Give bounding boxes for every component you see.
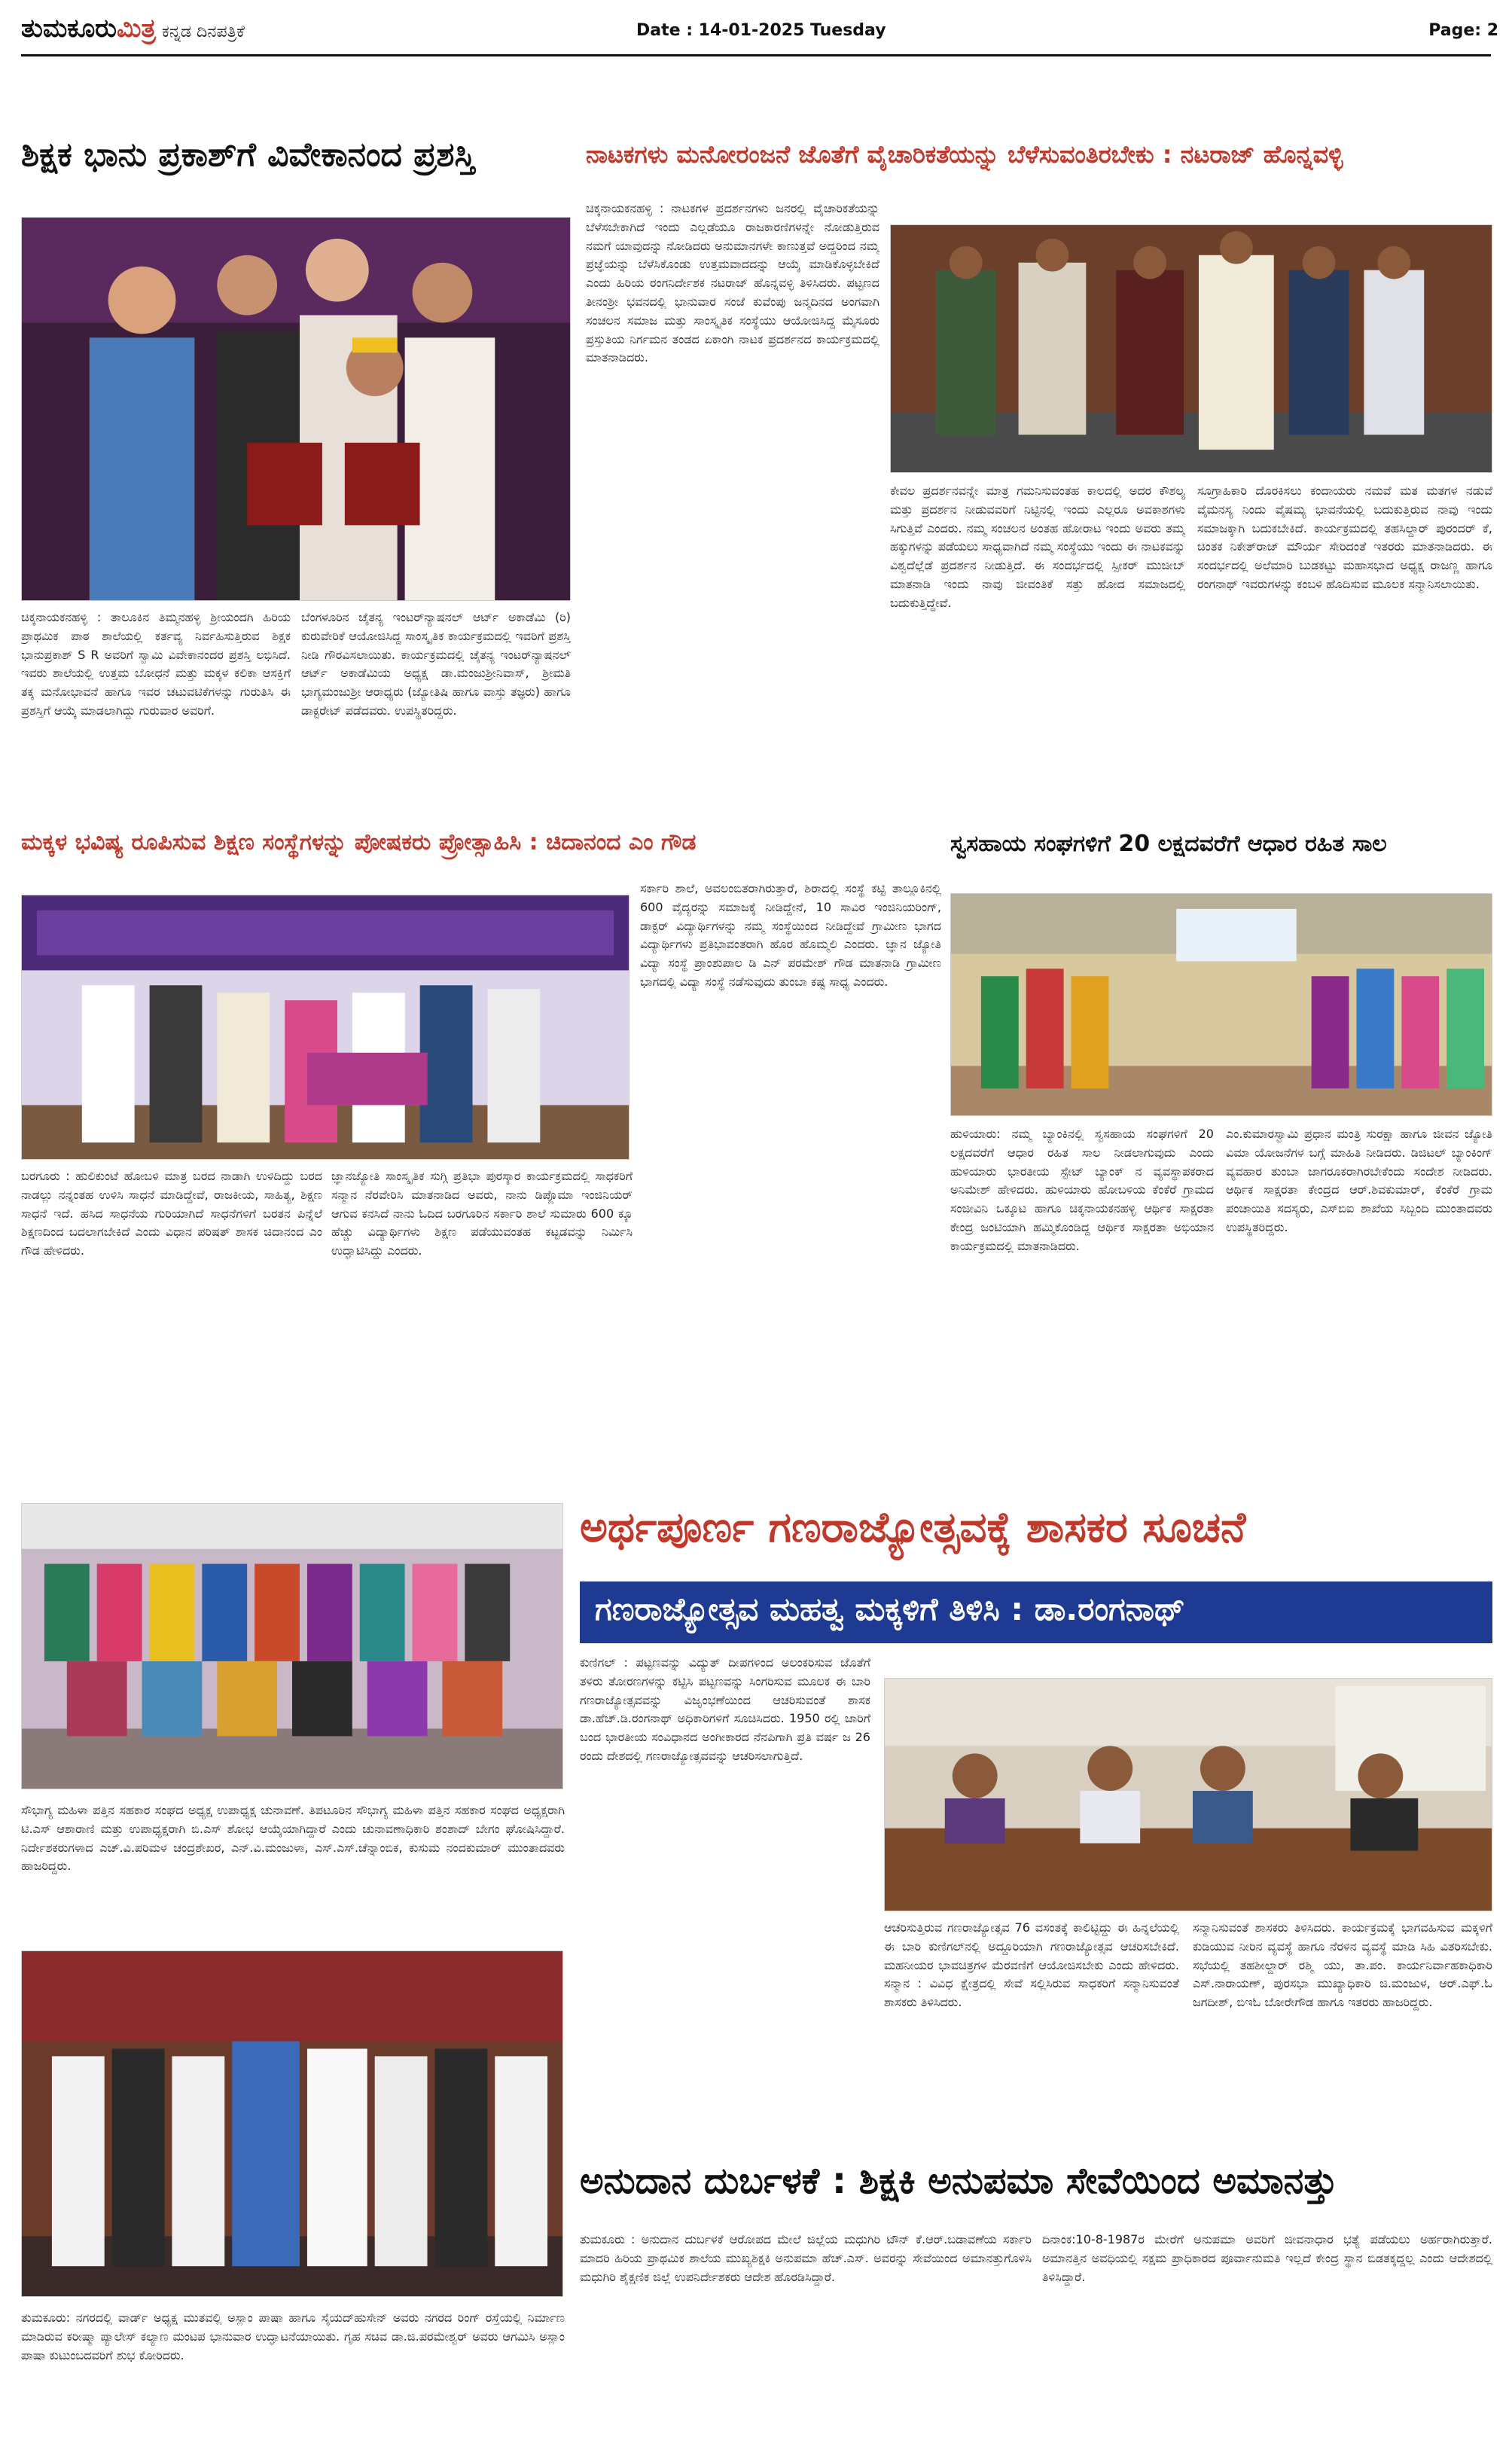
photo-shg-meeting <box>950 893 1492 1116</box>
article-grant-col1: ತುಮಕೂರು : ಅನುದಾನ ದುರ್ಬಳಕೆ ಆರೋಪದ ಮೇಲೆ ಜಿಲ್ಲೆಯ ಮಧುಗಿರಿ ಟೌನ್ ಕೆ.ಆರ್.ಬಡಾವಣೆಯ ಸರ್ಕಾರಿ ಮಾದರಿ ಹಿರಿಯ ಪ್ರಾಥಮಿಕ ಶಾಲೆಯ ಮುಖ್ಯಶಿಕ್ಷಕಿ ಅನುಪಮಾ ಹೆಚ್.ಎಸ್. ಅವರನ್ನು ಸೇವೆಯಿಂದ ಅಮಾನತ್ತುಗೊಳಿಸಿ ಮಧುಗಿರಿ ಶೈಕ್ಷಣಿಕ ಜಿಲ್ಲೆ ಉಪನಿರ್ದೇಶಕರು ಆದೇಶ ಹೊರಡಿಸಿದ್ದಾರೆ. <box>580 2232 1032 2284</box>
article-drama-col2: ಕೇವಲ ಪ್ರದರ್ಶನವನ್ನೇ ಮಾತ್ರ ಗಮನಿಸುವಂತಹ ಕಾಲದಲ್ಲಿ ಅದರ ಕೌಶಲ್ಯ ಮತ್ತು ಪ್ರದರ್ಶನ ನೀಡುವವರಿಗೆ ನಿಟ್ಟಿನಲ್ಲಿ ಇಂದು ಎಲ್ಲರೂ ಅವಕಾಶಗಳು ಸಿಗುತ್ತಿವೆ ಎಂದರು. ನಮ್ಮ ಸಂಚಲನ ಅಂತಹ ಹೋರಾಟ ಇಂದು ಅವರು ತಮ್ಮ ಹಕ್ಕುಗಳನ್ನು ಪಡೆಯಲು ಸಾಧ್ಯವಾಗಿದೆ ನಮ್ಮ ಸಂಸ್ಥೆಯು ಇಂದು ಈ ನಾಟಕವನ್ನು ವಿಶ್ವದೆಲ್ಲೆಡೆ ಪ್ರದರ್ಶನ ನೀಡುತ್ತಿದೆ. ಈ ಸಂದರ್ಭದಲ್ಲಿ ಸ್ಪೀಕರ್ ಮುಜೀಬ್ ಮಾತನಾಡಿ ಇಂದು ನಾವು ಜೀವಂತಿಕೆ ಸತ್ತು ಹೋದ ಸಮಾಜದಲ್ಲಿ ಬದುಕುತ್ತಿದ್ದೇವೆ. <box>890 483 1185 610</box>
article-teacher-award-col2: ಬೆಂಗಳೂರಿನ ಚೈತನ್ಯ ಇಂಟರ್‌ನ್ಯಾಷನಲ್ ಆರ್ಟ್ ಅಕಾಡೆಮಿ (ರಿ) ಕುರುವೇರಿಕೆ ಆಯೋಜಿಸಿದ್ದ ಸಾಂಸ್ಕೃತಿಕ ಕಾರ್ಯಕ್ರಮದಲ್ಲಿ ಇವರಿಗೆ ಪ್ರಶಸ್ತಿ ನೀಡಿ ಗೌರವಿಸಲಾಯಿತು. ಕಾರ್ಯಕ್ರಮದಲ್ಲಿ ಚೈತನ್ಯ ಇಂಟರ್‌ನ್ಯಾಷನಲ್ ಆರ್ಟ್ ಅಕಾಡೆಮಿಯ ಅಧ್ಯಕ್ಷ ಡಾ.ಮಂಜುಶ್ರೀನಿವಾಸ್, ಶ್ರೀಮತಿ ಭಾಗ್ಯಮಂಜುಶ್ರೀ ಆರಾಧ್ಯರು (ಜ್ಯೋತಿಷಿ ಹಾಗೂ ವಾಸ್ತು ತಜ್ಞರು) ಹಾಗೂ ಡಾಕ್ಟರೇಟ್ ಪಡೆದವರು. ಉಪಸ್ಥಿತರಿದ್ದರು. <box>301 610 571 718</box>
article-shg-col2: ಎಂ.ಕುಮಾರಸ್ವಾಮಿ ಪ್ರಧಾನ ಮಂತ್ರಿ ಸುರಕ್ಷಾ ಹಾಗೂ ಜೀವನ ಜ್ಯೋತಿ ವಿಮಾ ಯೋಜನೆಗಳ ಬಗ್ಗೆ ಮಾಹಿತಿ ನೀಡಿದರು. ಡಿಜಿಟಲ್ ಬ್ಯಾಂಕಿಂಗ್ ವ್ಯವಹಾರ ತುಂಬಾ ಜಾಗರೂಕರಾಗಿರಬೇಕೆಂದು ಸಂದೇಶ ನೀಡಿದರು. ಆರ್ಥಿಕ ಸಾಕ್ಷರತಾ ಕೇಂದ್ರದ ಆರ್.ಶಿವಕುಮಾರ್, ಕೆಂಕೆರೆ ಗ್ರಾಮ ಪಂಚಾಯಿತಿ ಸದಸ್ಯರು, ಎಸ್‌ಬಿಐ ಶಾಖೆಯ ಸಿಬ್ಬಂದಿ ಮುಂತಾದವರು ಉಪಸ್ಥಿತರಿದ್ದರು. <box>1226 1127 1492 1234</box>
logo-part2: ಮಿತ್ರ <box>116 14 156 44</box>
subheadline-republic-day: ಗಣರಾಜ್ಯೋತ್ಸವ ಮಹತ್ವ ಮಕ್ಕಳಿಗೆ ತಿಳಿಸಿ : ಡಾ.ರಂಗನಾಥ್ <box>595 1591 1185 1627</box>
headline-teacher-award: ಶಿಕ್ಷಕ ಭಾನು ಪ್ರಕಾಶ್‌ಗೆ ವಿವೇಕಾನಂದ ಪ್ರಶಸ್ತಿ <box>21 137 475 174</box>
headline-drama: ನಾಟಕಗಳು ಮನೋರಂಜನೆ ಜೊತೆಗೆ ವೈಚಾರಿಕತೆಯನ್ನು ಬೆಳೆಸುವಂತಿರಬೇಕು : ನಟರಾಜ್ ಹೊನ್ನವಳ್ಳಿ <box>586 142 1343 169</box>
caption-cooperative: ಸೌಭಾಗ್ಯ ಮಹಿಳಾ ಪತ್ತಿನ ಸಹಕಾರ ಸಂಘದ ಅಧ್ಯಕ್ಷ ಉಪಾಧ್ಯಕ್ಷ ಚುನಾವಣೆ. ತಿಪಟೂರಿನ ಸೌಭಾಗ್ಯ ಮಹಿಳಾ ಪತ್ತಿನ ಸಹಕಾರ ಸಂಘದ ಅಧ್ಯಕ್ಷರಾಗಿ ಟಿ.ಎಸ್ ಆಶಾರಾಣಿ ಮತ್ತು ಉಪಾಧ್ಯಕ್ಷರಾಗಿ ಬಿ.ಎಸ್ ಶೋಭ ಆಯ್ಕೆಯಾಗಿದ್ದಾರೆ ಎಂದು ಚುನಾವಣಾಧಿಕಾರಿ ಶಂಶಾದ್ ಬೇಗಂ ಘೋಷಿಸಿದ್ದಾರೆ. ನಿರ್ದೇಶಕರುಗಳಾದ ಎಚ್.ವಿ.ಪರಿಮಳ ಚಂದ್ರಶೇಖರ, ಎನ್.ವಿ.ಮಂಜುಳಾ, ಎಸ್.ಎಸ್.ಚೆನ್ನಾಂಬಿಕ, ಕುಸುಮ ನಂದಕುಮಾರ್ ಮುಂತಾದವರು ಹಾಜರಿದ್ದರು. <box>21 1803 565 1874</box>
masthead-rule <box>21 54 1491 56</box>
logo-subtitle: ಕನ್ನಡ ದಿನಪತ್ರಿಕೆ <box>161 23 245 41</box>
article-school-col-side: ಸರ್ಕಾರಿ ಶಾಲೆ, ಅವಲಂಬಿತರಾಗಿರುತ್ತಾರೆ, ಶಿರಾದಲ್ಲಿ ಸಂಸ್ಥೆ ಕಟ್ಟಿ ತಾಲ್ಲೂಕಿನಲ್ಲಿ 600 ವೈದ್ಯರನ್ನು ಸಮಾಜಕ್ಕೆ ನೀಡಿದ್ದೇನೆ, 10 ಸಾವಿರ ಇಂಜಿನಿಯರಿಂಗ್, ಡಾಕ್ಟರ್ ವಿದ್ಯಾರ್ಥಿಗಳನ್ನು ನಮ್ಮ ಸಂಸ್ಥೆಯಿಂದ ನೀಡಿದ್ದೇವೆ ಗ್ರಾಮೀಣ ಭಾಗದ ವಿದ್ಯಾರ್ಥಿಗಳು ಪ್ರತಿಭಾವಂತರಾಗಿ ಹೊರ ಹೊಮ್ಮಲಿ ಎಂದರು. ಜ್ಞಾನ ಜ್ಯೋತಿ ವಿದ್ಯಾ ಸಂಸ್ಥೆ ಪ್ರಾಂಶುಪಾಲ ಡಿ ಎನ್ ಪರಮೇಶ್ ಗೌಡ ಮಾತನಾಡಿ ಗ್ರಾಮೀಣ ಭಾಗದಲ್ಲಿ ವಿದ್ಯಾ ಸಂಸ್ಥೆ ನಡೆಸುವುದು ತುಂಬಾ ಕಷ್ಟ ಸಾಧ್ಯ ಎಂದರು. <box>640 881 941 989</box>
logo-part1: ತುಮಕೂರು <box>21 14 117 44</box>
photo-school-function <box>21 895 629 1160</box>
issue-date: Date : 14-01-2025 Tuesday <box>636 21 886 40</box>
article-school-col1: ಬರಗೂರು : ಹುಲಿಕುಂಟೆ ಹೋಬಳಿ ಮಾತ್ರ ಬರದ ನಾಡಾಗಿ ಉಳಿದಿದ್ದು ಬರದ ನಾಡಲ್ಲು ನನ್ನಂತಹ ಉಳಿಸಿ ಸಾಧನೆ ಮಾಡಿದ್ದೇವೆ, ರಾಜಕೀಯ, ಸಾಹಿತ್ಯ, ಶಿಕ್ಷಣ ಸಾಧನೆ ಇದೆ. ಹಸಿದ ಸಾಧನೆಯ ಗುರಿಯಾಗಿದೆ ಸಾಧನೆಗಳಿಗೆ ಬರತನ ಪಿನ್ನೆಲೆ ಶಿಕ್ಷಣದಿಂದ ಬದಲಾಗಬೇಕಿದೆ ಎಂದು ವಿಧಾನ ಪರಿಷತ್ ಶಾಸಕ ಚಿದಾನಂದ ಎಂ ಗೌಡ ಹೇಳಿದರು. <box>21 1169 322 1258</box>
headline-republic-day: ಅರ್ಥಪೂರ್ಣ ಗಣರಾಜ್ಯೋತ್ಸವಕ್ಕೆ ಶಾಸಕರ ಸೂಚನೆ <box>580 1505 1246 1552</box>
headline-grant-misuse: ಅನುದಾನ ದುರ್ಬಳಕೆ : ಶಿಕ್ಷಕಿ ಅನುಪಮಾ ಸೇವೆಯಿಂದ ಅಮಾನತ್ತು <box>580 2161 1338 2202</box>
article-republic-col-top: ಕುಣಿಗಲ್ : ಪಟ್ಟಣವನ್ನು ವಿದ್ಯುತ್ ದೀಪಗಳಿಂದ ಅಲಂಕರಿಸುವ ಜೊತೆಗೆ ತಳಿರು ತೋರಣಗಳನ್ನು ಕಟ್ಟಿಸಿ ಪಟ್ಟಣವನ್ನು ಸಿಂಗರಿಸುವ ಮೂಲಕ ಈ ಬಾರಿ ಗಣರಾಜ್ಯೋತ್ಸವವನ್ನು ವಿಜೃಂಭಣೆಯಿಂದ ಆಚರಿಸುವಂತೆ ಶಾಸಕ ಡಾ.ಹೆಚ್.ಡಿ.ರಂಗನಾಥ್ ಅಧಿಕಾರಿಗಳಿಗೆ ಸೂಚಿಸಿದರು. 1950 ರಲ್ಲಿ ಜಾರಿಗೆ ಬಂದ ಭಾರತೀಯ ಸಂವಿಧಾನದ ಅಂಗೀಕಾರದ ನೆನಪಿಗಾಗಿ ಪ್ರತಿ ವರ್ಷ ಜ 26 ರಂದು ದೇಶದಲ್ಲಿ ಗಣರಾಜ್ಯೋತ್ಸವವನ್ನು ಆಚರಿಸಲಾಗುತ್ತಿದೆ. <box>580 1655 870 1763</box>
article-republic-col1: ಆಚರಿಸುತ್ತಿರುವ ಗಣರಾಜ್ಯೋತ್ಸವ 76 ವಸಂತಕ್ಕೆ ಕಾಲಿಟ್ಟಿದ್ದು ಈ ಹಿನ್ನಲೆಯಲ್ಲಿ ಈ ಬಾರಿ ಕುಣಿಗಲ್‌ನಲ್ಲಿ ಅದ್ದೂರಿಯಾಗಿ ಗಣರಾಜ್ಯೋತ್ಸವ ಆಚರಿಸಬೇಕಿದೆ. ಮಹನೀಯರ ಭಾವಚಿತ್ರಗಳ ಮೆರವಣಿಗೆ ಆಯೋಜಿಸಬೇಕು ಎಂದು ಹೇಳಿದರು. ಸನ್ಮಾನ : ವಿವಿಧ ಕ್ಷೇತ್ರದಲ್ಲಿ ಸೇವೆ ಸಲ್ಲಿಸಿರುವ ಸಾಧಕರಿಗೆ ಸನ್ಮಾನಿಸುವಂತೆ ಶಾಸಕರು ತಿಳಿಸಿದರು. <box>884 1920 1179 2010</box>
subheadline-bar <box>580 1581 1492 1643</box>
photo-kalyana-mantapa <box>21 1951 563 2297</box>
article-school-col2: ಜ್ಞಾನಜ್ಯೋತಿ ಸಾಂಸ್ಕೃತಿಕ ಸುಗ್ಗಿ ಪ್ರತಿಭಾ ಪುರಸ್ಕಾರ ಕಾರ್ಯಕ್ರಮದಲ್ಲಿ ಸಾಧಕರಿಗೆ ಸನ್ಮಾನ ನೆರವೇರಿಸಿ ಮಾತನಾಡಿದ ಅವರು, ನಾನು ಡಿಪ್ಲೊಮಾ ಇಂಜಿನಿಯರ್ ಆಗುವ ಕನಸಿದೆ ನಾನು ಓದಿದ ಬರಗೂರಿನ ಸರ್ಕಾರಿ ಶಾಲೆ ಸುಮಾರು 600 ಕ್ಕೂ ಹೆಚ್ಚು ವಿದ್ಯಾರ್ಥಿಗಳು ಶಿಕ್ಷಣ ಪಡೆಯುವಂತಹ ಕಟ್ಟಡವನ್ನು ನಿರ್ಮಿಸಿ ಉದ್ಘಾಟಿಸಿದ್ದು ಎಂದರು. <box>331 1169 633 1258</box>
photo-republic-meeting <box>884 1678 1492 1911</box>
page-number: Page: 2 <box>1428 21 1498 40</box>
article-shg-col1: ಹುಳಿಯಾರು: ನಮ್ಮ ಬ್ಯಾಂಕಿನಲ್ಲಿ ಸ್ವಸಹಾಯ ಸಂಘಗಳಿಗೆ 20 ಲಕ್ಷದವರೆಗೆ ಆಧಾರ ರಹಿತ ಸಾಲ ನೀಡಲಾಗುವುದು ಎಂದು ಹುಳಿಯಾರು ಭಾರತೀಯ ಸ್ಟೇಟ್ ಬ್ಯಾಂಕ್ ನ ವ್ಯವಸ್ಥಾಪಕರಾದ ಅನಿಮೇಶ್ ಹೇಳಿದರು. ಹುಳಿಯಾರು ಹೋಬಳಿಯ ಕೆಂಕೆರೆ ಗ್ರಾಮದ ಸಂಜೀವಿನಿ ಒಕ್ಕೂಟ ಹಾಗೂ ಚಿಕ್ಕನಾಯಕನಹಳ್ಳಿ ಆರ್ಥಿಕ ಸಾಕ್ಷರತಾ ಕೇಂದ್ರ ಜಂಟಿಯಾಗಿ ಹಮ್ಮಿಕೊಂಡಿದ್ದ ಆರ್ಥಿಕ ಸಾಕ್ಷರತಾ ಅಭಿಯಾನ ಕಾರ್ಯಕ್ರಮದಲ್ಲಿ ಮಾತನಾಡಿದರು. <box>950 1127 1214 1253</box>
article-drama-col3: ಸೂಗ್ರಾಹಿಕಾರಿ ದೊರಕಿಸಲು ಕಂದಾಯರು ನಮವೆ ಮತ ಮತಗಳ ನಡುವೆ ವೈಮನಸ್ಯ ನಿಂದು ವೈಷಮ್ಯ ಭಾವನೆಯಲ್ಲಿ ಬದುಕುತ್ತಿರುವ ನಾವು ಇಂದು ಸಮಾಜಕ್ಕಾಗಿ ಬದುಕಬೇಕಿದೆ. ಕಾರ್ಯಕ್ರಮದಲ್ಲಿ ತಹಸಿಲ್ದಾರ್ ಪುರಂದರ್ ಕೆ, ಚಿಂತಕ ನಿಕೇತ್‌ರಾಜ್ ಮೌರ್ಯ ಸೇರಿದಂತೆ ಇತರರು ಮಾತನಾಡಿದರು. ಈ ಸಂದರ್ಭದಲ್ಲಿ ಅಲೆಮಾರಿ ಬುಡಕಟ್ಟು ಮಹಾಸಭಾದ ಅಧ್ಯಕ್ಷ ರಾಜಣ್ಣ ಹಾಗೂ ರಂಗನಾಥ್ ಇವರುಗಳನ್ನು ಕಂಬಳಿ ಹೊದಿಸುವ ಮೂಲಕ ಸನ್ಮಾನಿಸಲಾಯಿತು. <box>1197 483 1492 591</box>
masthead-logo <box>21 14 337 51</box>
headline-shg-loan: ಸ್ವಸಹಾಯ ಸಂಘಗಳಿಗೆ 20 ಲಕ್ಷದವರೆಗೆ ಆಧಾರ ರಹಿತ ಸಾಲ <box>950 831 1387 857</box>
caption-kalyana-mantapa: ತುಮಕೂರು: ನಗರದಲ್ಲಿ ವಾರ್ಡ್ ಅಧ್ಯಕ್ಷ ಮುತವಲ್ಲಿ ಅಸ್ಲಾಂ ಪಾಷಾ ಹಾಗೂ ಸೈಯದ್‌ಹುಸೇನ್ ಅವರು ನಗರದ ರಿಂಗ್ ರಸ್ತೆಯಲ್ಲಿ ನಿರ್ಮಾಣ ಮಾಡಿರುವ ಕರೀಷ್ಮಾ ಪ್ಯಾಲೇಸ್ ಕಲ್ಯಾಣ ಮಂಟಪ ಭಾನುವಾರ ಉದ್ಘಾಟನೆಯಾಯಿತು. ಗೃಹ ಸಚಿವ ಡಾ.ಜಿ.ಪರಮೇಶ್ವರ್ ಅವರು ಆಗಮಿಸಿ ಅಸ್ಲಾಂ ಪಾಷಾ ಕುಟುಂಬದವರಿಗೆ ಶುಭ ಕೋರಿದರು. <box>21 2310 565 2362</box>
article-drama-col1: ಚಿಕ್ಕನಾಯಕನಹಳ್ಳಿ : ನಾಟಕಗಳ ಪ್ರದರ್ಶನಗಳು ಜನರಲ್ಲಿ ವೈಚಾರಿಕತೆಯನ್ನು ಬೆಳೆಸಬೇಕಾಗಿದೆ ಇಂದು ಎಲ್ಲಡೆಯೂ ರಾಜಕಾರಣಿಗಳನ್ನೇ ನೋಡುತ್ತಿರುವ ನಮಗೆ ಯಾವುದನ್ನು ನೋಡಿದರು ಅನುಮಾನಗಳೇ ಕಾಣುತ್ತವೆ ಅದ್ದರಿಂದ ನಮ್ಮ ಪ್ರಜ್ಞೆಯನ್ನು ಬೆಳೆಸಿಕೊಂಡು ಉತ್ತಮವಾದದನ್ನು ಆಯ್ಕೆ ಮಾಡಿಕೊಳ್ಳಬೇಕಿದೆ ಎಂದು ಹಿರಿಯ ರಂಗನಿರ್ದೇಶಕ ನಟರಾಜ್ ಹೊನ್ನವಳ್ಳಿ ತಿಳಿಸಿದರು. ಪಟ್ಟಣದ ತೀನಂಶ್ರೀ ಭವನದಲ್ಲಿ ಭಾನುವಾರ ಸಂಜೆ ಕುವೆಂಪು ಜನ್ಮದಿನದ ಅಂಗವಾಗಿ ಸಂಚಲನ ಸಮಾಜ ಮತ್ತು ಸಾಂಸ್ಕೃತಿಕ ಸಂಸ್ಥೆಯು ಆಯೋಜಿಸಿದ್ದ ಮೈಸೂರು ಪ್ರಸ್ತುತಿಯ ನಿರ್ಗಮನ ತಂಡದ ಏಕಾಂಗಿ ನಾಟಕ ಪ್ರದರ್ಶನದ ಕಾರ್ಯಕ್ರಮದಲ್ಲಿ ಮಾತನಾಡಿದರು. <box>586 201 879 365</box>
article-teacher-award-col1: ಚಿಕ್ಕನಾಯಕನಹಳ್ಳಿ : ತಾಲೂಕಿನ ತಿಮ್ಮನಹಳ್ಳಿ ಶ್ರೀಯಂದಗಿ ಹಿರಿಯ ಪ್ರಾಥಮಿಕ ಪಾಠ ಶಾಲೆಯಲ್ಲಿ ಕರ್ತವ್ಯ ನಿರ್ವಹಿಸುತ್ತಿರುವ ಶಿಕ್ಷಕ ಭಾನುಪ್ರಕಾಶ್ S R ಅವರಿಗೆ ಸ್ವಾಮಿ ವಿವೇಕಾನಂದರ ಪ್ರಶಸ್ತಿ ಲಭಿಸಿದೆ. ಇವರು ಶಾಲೆಯಲ್ಲಿ ಉತ್ತಮ ಬೋಧನೆ ಮತ್ತು ಮಕ್ಕಳ ಕಲಿಕಾ ಆಸಕ್ತಿಗೆ ತಕ್ಕ ಮನೋಭಾವನೆ ಹಾಗೂ ಇವರ ಚಟುವಟಿಕೆಗಳನ್ನು ಗುರುತಿಸಿ ಈ ಪ್ರಶಸ್ತಿಗೆ ಆಯ್ಕೆ ಮಾಡಲಾಗಿದ್ದು ಗುರುವಾರ ಅವರಿಗೆ. <box>21 610 291 718</box>
photo-teacher-award <box>21 217 571 601</box>
headline-school: ಮಕ್ಕಳ ಭವಿಷ್ಯ ರೂಪಿಸುವ ಶಿಕ್ಷಣ ಸಂಸ್ಥೆಗಳನ್ನು ಪೋಷಕರು ಪ್ರೋತ್ಸಾಹಿಸಿ : ಚಿದಾನಂದ ಎಂ ಗೌಡ <box>21 830 697 856</box>
article-republic-col2: ಸನ್ಮಾನಿಸುವಂತೆ ಶಾಸಕರು ತಿಳಿಸಿದರು. ಕಾರ್ಯಕ್ರಮಕ್ಕೆ ಭಾಗವಹಿಸುವ ಮಕ್ಕಳಿಗೆ ಕುಡಿಯುವ ನೀರಿನ ವ್ಯವಸ್ಥೆ ಹಾಗೂ ನೆರಳಿನ ವ್ಯವಸ್ಥೆ ಮಾಡಿ ಸಿಹಿ ವಿತರಿಸಬೇಕು. ಸಭೆಯಲ್ಲಿ ತಹಶೀಲ್ದಾರ್ ರಶ್ಮಿ ಯು, ತಾ.ಪಂ. ಕಾರ್ಯನಿರ್ವಾಹಕಾಧಿಕಾರಿ ಎಸ್.ನಾರಾಯಣ್, ಪುರಸಭಾ ಮುಖ್ಯಾಧಿಕಾರಿ ಜಿ.ಮಂಜುಳ, ಆರ್.ಎಫ್.ಓ ಜಗದೀಶ್, ಬಿಇಓ ಬೋರೇಗೌಡ ಹಾಗೂ ಇತರರು ಹಾಜರಿದ್ದರು. <box>1193 1920 1492 2010</box>
article-grant-col2: ದಿನಾಂಕ:10-8-1987ರ ಮೇರೆಗೆ ಅನುಪಮಾ ಅವರಿಗೆ ಜೀವನಾಧಾರ ಭತ್ಯೆ ಪಡೆಯಲು ಅರ್ಹರಾಗಿರುತ್ತಾರೆ. ಅಮಾನತ್ತಿನ ಅವಧಿಯಲ್ಲಿ ಸಕ್ಷಮ ಪ್ರಾಧಿಕಾರದ ಪೂರ್ವಾನುಮತಿ ಇಲ್ಲದೆ ಕೇಂದ್ರ ಸ್ಥಾನ ಬಿಡತಕ್ಕದ್ದಲ್ಲ ಎಂದು ಆದೇಶದಲ್ಲಿ ತಿಳಿಸಿದ್ದಾರೆ. <box>1042 2232 1492 2284</box>
photo-cooperative-society <box>21 1503 563 1789</box>
photo-drama-felicitation <box>890 224 1492 473</box>
